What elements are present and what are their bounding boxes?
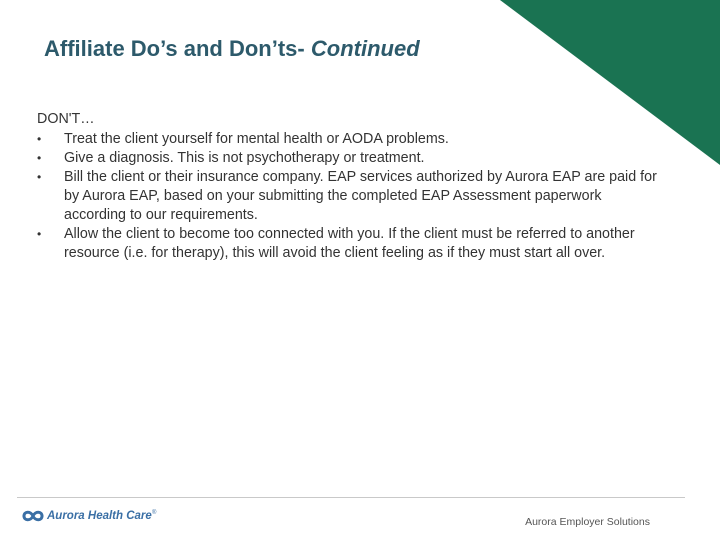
registered-mark: ® (151, 510, 157, 516)
list-item-text: Treat the client yourself for mental health or AODA problems. (64, 131, 449, 147)
dont-list (37, 130, 662, 263)
list-item-text: Allow the client to become too connected with you. If the client must be referred to another resource (i.e. for therapy), this will avoid the client feeling as if they must start all over. (64, 226, 635, 261)
bullet-icon: • (37, 132, 42, 146)
list-item (37, 225, 662, 263)
list-item (37, 168, 662, 225)
bullet-icon: • (37, 151, 42, 165)
bullet-icon: • (37, 170, 42, 184)
title-main: Affiliate Do’s and Don’ts- (44, 36, 305, 61)
list-item (37, 130, 662, 149)
logo-text: Aurora Health Care® (47, 510, 157, 522)
list-item (37, 149, 662, 168)
title-emphasis: Continued (310, 36, 420, 61)
aurora-logo-icon (22, 508, 44, 524)
page-title (44, 36, 420, 62)
aurora-logo (22, 508, 156, 524)
footer-organization: Aurora Employer Solutions (525, 516, 650, 528)
bullet-icon: • (37, 227, 42, 241)
slide-body (37, 110, 662, 263)
dont-heading: DON'T… (37, 111, 95, 127)
list-item-text: Give a diagnosis. This is not psychotherapy or treatment. (64, 150, 425, 166)
list-item-text: Bill the client or their insurance company. EAP services authorized by Aurora EAP are paid for by Aurora EAP, based on your submitting the completed EAP Assessment paperwork according to our requirements. (64, 169, 657, 223)
footer-divider (17, 497, 685, 498)
